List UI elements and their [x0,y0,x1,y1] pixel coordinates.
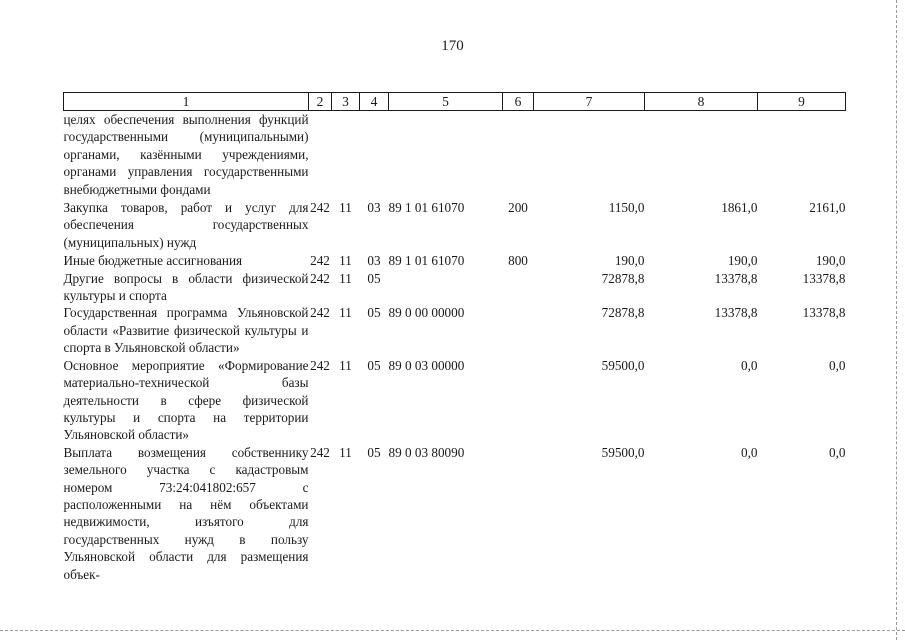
header-col-1: 1 [64,93,309,111]
cell-amount-col7: 1150,0 [608,200,645,216]
cell-amount-col7: 190,0 [614,253,645,269]
cell-section: 11 [339,357,352,373]
cell-amount-col7: 72878,8 [601,305,645,321]
cell-expense-type [503,357,534,444]
cell-amount-col8: 1861,0 [721,200,758,216]
table-row [64,111,846,200]
cell-amount-col8 [645,111,758,200]
scan-edge-right [896,0,897,640]
cell-amount-col8: 190,0 [727,253,758,269]
table-body [64,111,846,583]
cell-section: 11 [339,200,352,216]
cell-section: 11 [339,253,352,269]
cell-amount-col9: 0,0 [829,444,846,460]
scan-edge-bottom [0,630,905,631]
cell-name: Основное мероприятие «Формирование материально-технической базы деятельности в сфере физической культуры и спорта на территории Ульяновской области» [63,357,309,443]
cell-expense-type: 200 [508,200,528,216]
cell-section: 11 [339,444,352,460]
table-row [64,270,846,305]
cell-expense-type [503,304,534,356]
cell-amount-col8: 0,0 [741,357,758,373]
header-col-3: 3 [332,93,360,111]
header-col-9: 9 [758,93,846,111]
cell-target-article: 89 0 03 00000 [388,357,465,373]
cell-subsection: 03 [367,200,381,216]
cell-target-article [389,270,503,305]
cell-target-article: 89 0 03 80090 [388,444,465,460]
cell-amount-col8: 13378,8 [714,305,758,321]
cell-subsection: 05 [367,444,381,460]
cell-expense-type [503,444,534,583]
cell-target-article: 89 1 01 61070 [388,200,465,216]
cell-name: Государственная программа Ульяновской области «Развитие физической культуры и спорта в Ульяновской области» [63,305,309,356]
cell-name: Выплата возмещения собственнику земельного участка с кадастровым номером 73:24:041802:657 с расположенными на нём объектами недвижимости, изъятого для государственных нужд в пользу Ульяновской области для размещения объек- [63,444,309,582]
cell-subsection [360,111,389,200]
cell-amount-col9: 190,0 [815,253,846,269]
cell-target-article: 89 1 01 61070 [388,253,465,269]
header-row [64,93,846,111]
cell-ministry: 242 [310,357,330,373]
header-col-8: 8 [645,93,758,111]
cell-ministry [309,111,332,200]
cell-name: Иные бюджетные ассигнования [63,253,243,269]
cell-amount-col9: 0,0 [829,357,846,373]
cell-amount-col7 [534,111,645,200]
budget-table [63,92,846,583]
header-col-5: 5 [389,93,503,111]
table-row [64,252,846,269]
cell-ministry: 242 [310,270,330,286]
cell-name: Закупка товаров, работ и услуг для обеспечения государственных (муниципальных) нужд [63,200,309,250]
cell-target-article [389,111,503,200]
cell-section [332,111,360,200]
cell-ministry: 242 [310,444,330,460]
cell-name: целях обеспечения выполнения функций государственными (муниципальными) органами, казёнными учреждениями, органами управления государственными внебюджетными фондами [63,112,309,197]
cell-expense-type [503,111,534,200]
cell-expense-type: 800 [508,253,528,269]
cell-name: Другие вопросы в области физической культуры и спорта [63,270,309,304]
cell-section: 11 [339,270,352,286]
cell-ministry: 242 [310,305,330,321]
cell-subsection: 05 [367,357,381,373]
cell-amount-col9: 2161,0 [809,200,846,216]
table-row [64,444,846,583]
cell-target-article: 89 0 00 00000 [388,305,465,321]
cell-amount-col8: 13378,8 [714,270,758,286]
cell-amount-col7: 72878,8 [601,270,645,286]
cell-ministry: 242 [310,200,330,216]
table-row [64,304,846,356]
cell-amount-col9: 13378,8 [802,270,846,286]
cell-ministry: 242 [310,253,330,269]
page-number: 170 [441,38,464,54]
header-col-6: 6 [503,93,534,111]
cell-amount-col8: 0,0 [741,444,758,460]
cell-amount-col9: 13378,8 [802,305,846,321]
cell-expense-type [503,270,534,305]
cell-section: 11 [339,305,352,321]
cell-amount-col7: 59500,0 [601,357,645,373]
header-col-7: 7 [534,93,645,111]
header-col-4: 4 [360,93,389,111]
table-row [64,357,846,444]
cell-subsection: 05 [367,305,381,321]
cell-amount-col7: 59500,0 [601,444,645,460]
cell-subsection: 03 [367,253,381,269]
table-row [64,199,846,252]
cell-subsection: 05 [367,270,381,286]
table-header [64,93,846,111]
header-col-2: 2 [309,93,332,111]
cell-amount-col9 [758,111,846,200]
